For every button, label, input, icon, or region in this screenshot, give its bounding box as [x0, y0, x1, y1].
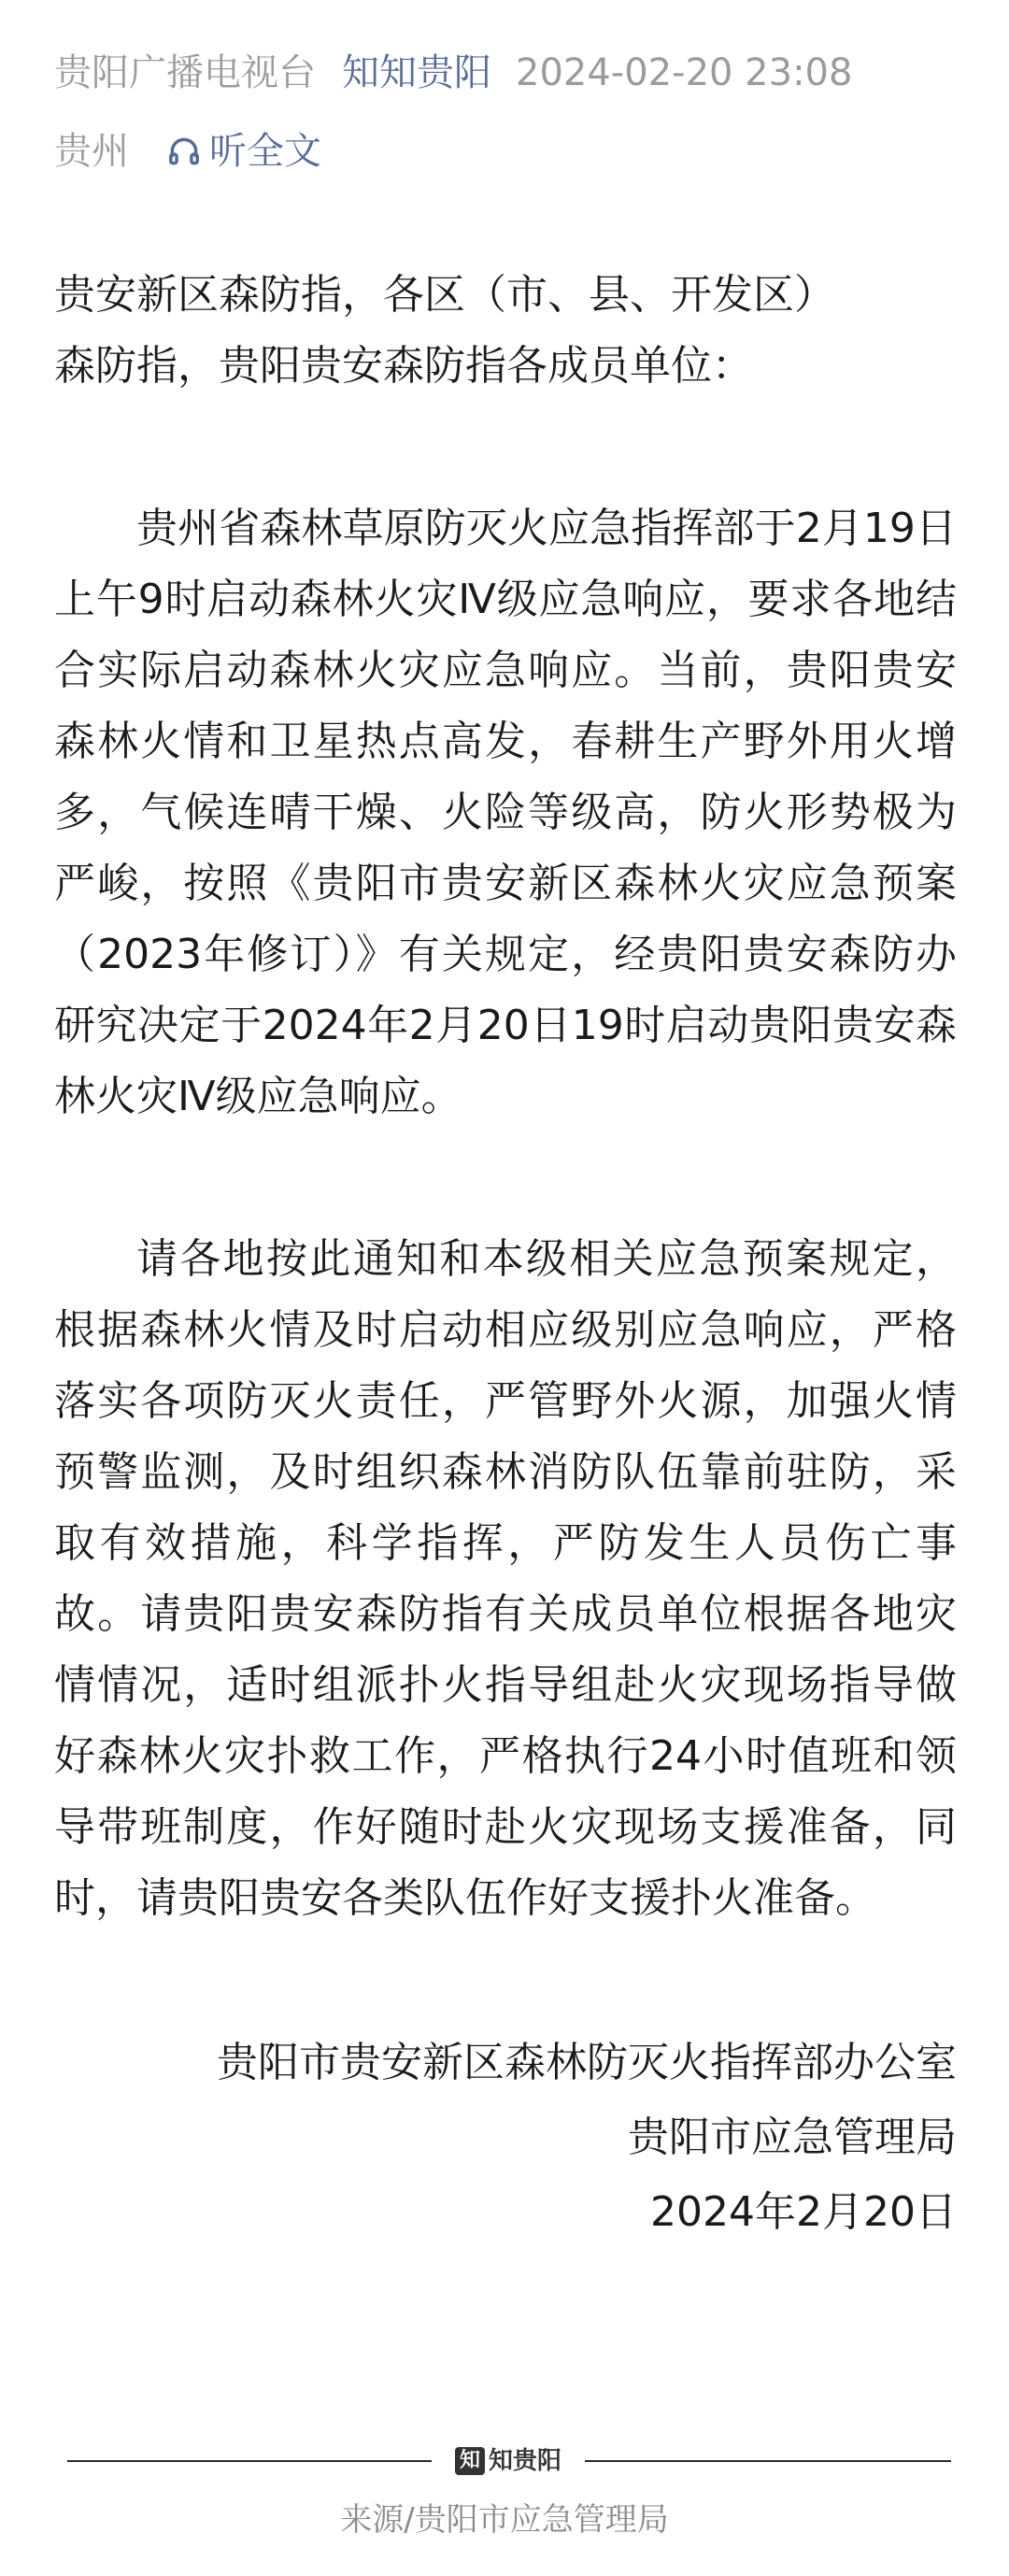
salutation-line-2: 森防指，贵阳贵安森防指各成员单位： [54, 342, 753, 390]
logo-text: 知贵阳 [489, 2447, 562, 2475]
footer-divider [67, 2444, 951, 2478]
brand-logo [439, 2444, 577, 2478]
listen-full-label: 听全文 [209, 130, 321, 173]
signature-date: 2024年2月20日 [650, 2188, 957, 2236]
paragraph-gap [54, 1934, 957, 2026]
account-link[interactable]: 知知贵阳 [342, 51, 491, 94]
headphones-icon [166, 134, 202, 169]
paragraph-gap [54, 402, 957, 493]
article-body [54, 260, 957, 2250]
salutation-line-1: 贵安新区森防指，各区（市、县、开发区） [54, 271, 835, 319]
publish-datetime: 2024-02-20 23:08 [516, 51, 853, 94]
logo-badge: 知 [455, 2447, 485, 2475]
meta-row-1 [54, 34, 970, 112]
paragraph-gap [54, 1132, 957, 1224]
listen-full-button[interactable] [166, 130, 321, 173]
meta-row-2 [54, 112, 970, 191]
signature-org-2: 贵阳市应急管理局 [628, 2113, 957, 2161]
signature-org-1: 贵阳市贵安新区森林防灭火指挥部办公室 [217, 2039, 957, 2086]
source-credit: 来源/贵阳市应急管理局 [340, 2501, 669, 2539]
publisher-name: 贵阳广播电视台 [54, 51, 316, 94]
article-meta [54, 34, 970, 191]
paragraph-1: 贵州省森林草原防灭火应急指挥部于2月19日上午9时启动森林火灾Ⅳ级应急响应，要求各地结合实际启动森林火灾应急响应。当前，贵阳贵安森林火情和卫星热点高发，春耕生产野外用火增多，气候连晴干燥、火险等级高，防火形势极为严峻，按照《贵阳市贵安新区森林火灾应急预案（2023年修订）》有关规定，经贵阳贵安森防办研究决定于2024年2月20日19时启动贵阳贵安森林火灾Ⅳ级应急响应。 [54, 505, 957, 1120]
paragraph-2: 请各地按此通知和本级相关应急预案规定，根据森林火情及时启动相应级别应急响应，严格落实各项防灭火责任，严管野外火源，加强火情预警监测，及时组织森林消防队伍靠前驻防，采取有效措施，科学指挥，严防发生人员伤亡事故。请贵阳贵安森防指有关成员单位根据各地灾情情况，适时组派扑火指导组赴火灾现场指导做好森林火灾扑救工作，严格执行24小时值班和领导带班制度，作好随时赴火灾现场支援准备，同时，请贵阳贵安各类队伍作好支援扑火准备。 [54, 1235, 957, 1922]
divider-line-left [67, 2460, 432, 2462]
divider-line-right [585, 2460, 951, 2462]
publish-location: 贵州 [54, 130, 129, 173]
